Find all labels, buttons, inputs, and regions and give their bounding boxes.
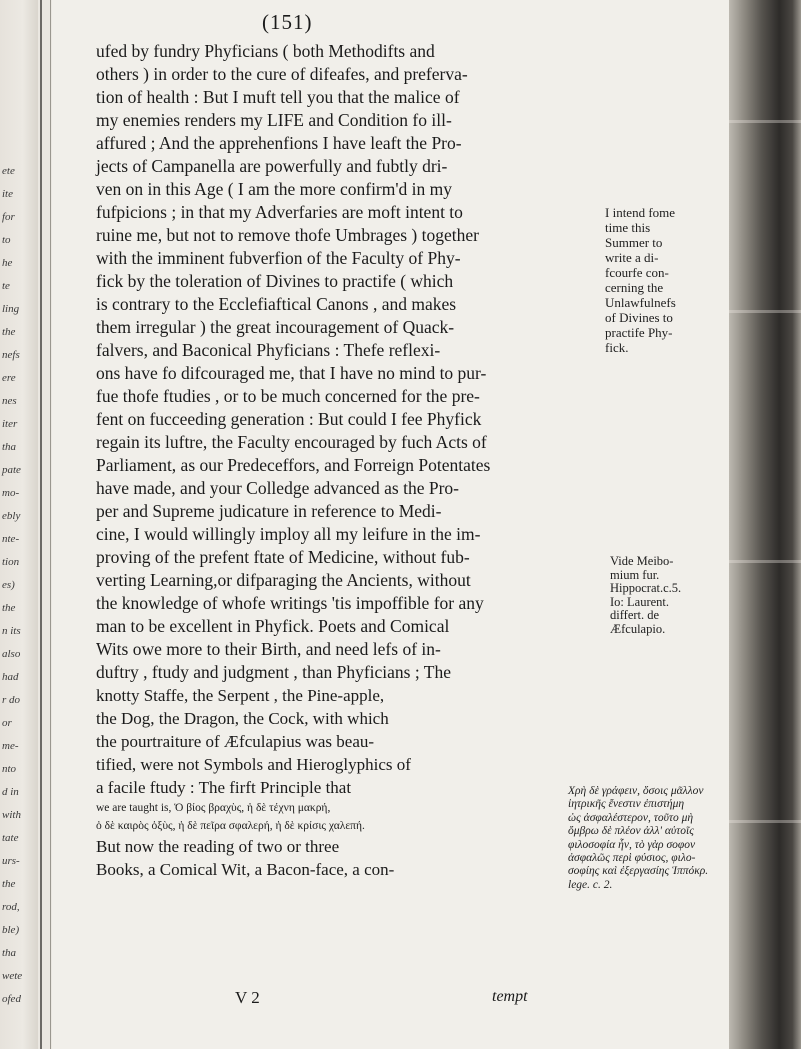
margin-note-vide [610,555,681,636]
previous-page-fragment: nte- [2,533,20,545]
previous-page-fragment: ofed [2,993,21,1005]
text-line: ufed by fundry Phyficians ( both Methodifts and [96,41,435,61]
page-number: (151) [262,10,313,34]
text-line: Wits owe more to their Birth, and need lefs of in- [96,639,441,659]
margin-note-greek [568,785,708,892]
previous-page-fragment: to [2,234,11,246]
text-line: fufpicions ; in that my Adverfaries are moft intent to [96,202,463,222]
previous-page-fragment: ebly [2,510,21,522]
previous-page-fragment: tion [2,556,20,568]
previous-page-fragment: te [2,280,10,292]
margin-note-line: Hippocrat.c.5. [610,581,682,595]
margin-note-intend [605,205,676,355]
previous-page-fragment: d in [2,786,19,798]
previous-page-fragment: nto [2,763,17,775]
text-line: But now the reading of two or three [96,837,340,856]
text-line: affured ; And the apprehenfions I have leaft the Pro- [96,133,462,153]
text-line: with the imminent fubverfion of the Faculty of Phy- [96,248,461,268]
text-line: verting Learning,or difparaging the Ancients, without [96,570,471,590]
previous-page-fragment: ble) [2,924,20,936]
margin-note-line: fick. [605,340,629,355]
text-line: falvers, and Baconical Phyficians : Thefe reflexi- [96,340,441,360]
text-line: fue thofe ftudies , or to be much concerned for the pre- [96,386,480,406]
margin-note-line: time this [605,220,651,235]
text-line: the knowledge of whofe writings 'tis impoffible for any [96,593,484,613]
margin-note-line: mium fur. [610,567,660,582]
margin-note-line: ἀσφαλῶς περὶ φύσιος, φιλο- [568,852,696,865]
text-line: my enemies renders my LIFE and Condition fo ill- [96,110,452,130]
text-line: others ) in order to the cure of difeafes, and preferva- [96,64,468,84]
binding-rule [40,0,42,1049]
text-line: Books, a Comical Wit, a Bacon-face, a con- [96,860,395,879]
text-line: regain its luftre, the Faculty encouraged by fuch Acts of [96,432,487,452]
previous-page-fragment: ete [2,165,15,177]
previous-page-fragment: the [2,602,16,614]
text-line: ons have fo difcouraged me, that I have no mind to pur- [96,363,487,383]
previous-page-fragment: also [2,648,21,660]
margin-note-line: of Divines to [605,310,673,325]
previous-page-fragment: or [2,717,12,729]
catchword: tempt [492,988,528,1005]
previous-page-fragment: n its [2,625,21,637]
previous-page-fragment: he [2,257,13,269]
margin-note-line: differt. de [610,608,660,622]
text-line: Parliament, as our Predeceffors, and Forreign Potentates [96,455,491,475]
margin-note-line: Io: Laurent. [610,594,670,609]
previous-page-fragment: ling [2,303,20,315]
previous-page-fragment: rod, [2,901,20,913]
margin-note-line: σοφίης καὶ ἐξεργασίης Ἱππόκρ. [568,865,709,878]
previous-page-fragment: nefs [2,349,20,361]
margin-note-line: I intend fome [605,205,676,220]
margin-note-line: fcourfe con- [605,265,669,280]
text-line: fent on fucceeding generation : But could I fee Phyfick [96,409,482,429]
text-line: is contrary to the Ecclefiaftical Canons , and makes [96,294,457,314]
binding-rule-inner [50,0,51,1049]
previous-page-fragment: r do [2,694,21,706]
margin-note-line: Vide Meibo- [610,554,674,568]
text-line: the pourtraiture of Æfculapius was beau- [96,732,375,751]
previous-page-fragment: the [2,326,16,338]
margin-note-line: ἰητρικῆς ἔνεστιν ἐπιστήμη [568,798,685,811]
signature-mark: V 2 [235,988,260,1007]
text-line: have made, and your Colledge advanced as the Pro- [96,478,459,498]
margin-note-line: cerning the [605,280,664,295]
book-gutter [729,0,801,1049]
previous-page-fragment: es) [2,579,15,591]
text-line: we are taught is, Ὁ βίος βραχὺς, ἡ δὲ τέχνη μακρή, [96,802,331,814]
text-line: tion of health : But I muft tell you that the malice of [96,87,460,107]
previous-page-fragment: the [2,878,16,890]
text-line: ruine me, but not to remove thofe Umbrages ) together [96,225,479,245]
text-line: knotty Staffe, the Serpent , the Pine-apple, [96,686,385,705]
previous-page-fragment: iter [2,418,18,430]
previous-page-fragment: mo- [2,487,20,499]
margin-note-line: ὄμβρω δὲ πλέον ἀλλ' αὐτοῖς [568,825,694,838]
margin-note-line: φιλοσοφία ἦν, τὸ γὰρ σοφον [568,838,696,851]
previous-page-fragment: nes [2,395,17,407]
previous-page-fragment: wete [2,970,23,982]
text-line: cine, I would willingly imploy all my leifure in the im- [96,524,481,544]
previous-page-edge [0,0,38,1049]
margin-note-line: practife Phy- [605,325,673,340]
previous-page-fragment: ere [2,372,16,384]
previous-page-fragment: had [2,671,19,683]
text-line: fick by the toleration of Divines to practife ( which [96,271,454,291]
text-line: the Dog, the Dragon, the Cock, with which [96,709,389,728]
text-line: per and Supreme judicature in reference to Medi- [96,501,442,521]
text-line: proving of the prefent ftate of Medicine, without fub- [96,547,470,567]
margin-note-line: Χρὴ δὲ γράφειν, ὅσοις μᾶλλον [568,785,704,797]
previous-page-fragment: tha [2,441,17,453]
previous-page-fragment: urs- [2,855,20,867]
margin-note-line: lege. c. 2. [568,878,613,891]
margin-note-line: write a di- [605,250,659,265]
margin-note-line: Æfculapio. [610,621,666,636]
text-line: jects of Campanella are powerfully and fubtly dri- [96,156,448,176]
margin-note-line: Unlawfulnefs [605,295,676,310]
main-text-block [96,40,696,881]
previous-page-fragment: me- [2,740,19,752]
previous-page-fragment: ite [2,188,13,200]
previous-page-fragment: with [2,809,21,821]
text-line: a facile ftudy : The firft Principle that [96,778,352,797]
text-line: ven on in this Age ( I am the more confirm'd in my [96,179,452,199]
margin-note-line: ὡς ἀσφαλέστερον, τοῦτο μὴ [568,811,694,824]
margin-note-line: Summer to [605,235,663,250]
text-line: duftry , ftudy and judgment , than Phyficians ; The [96,662,451,682]
text-line: them irregular ) the great incouragement of Quack- [96,317,455,337]
text-line: tified, were not Symbols and Hieroglyphics of [96,755,411,774]
previous-page-fragment: tha [2,947,17,959]
previous-page-fragment: tate [2,832,19,844]
previous-page-fragment: for [2,211,15,223]
text-line: ὁ δὲ καιρὸς ὀξὺς, ἡ δὲ πεῖρα σφαλερή, ἡ δὲ κρίσις χαλεπή. [96,820,365,832]
text-line: man to be excellent in Phyfick. Poets and Comical [96,616,450,636]
previous-page-fragment: pate [2,464,21,476]
